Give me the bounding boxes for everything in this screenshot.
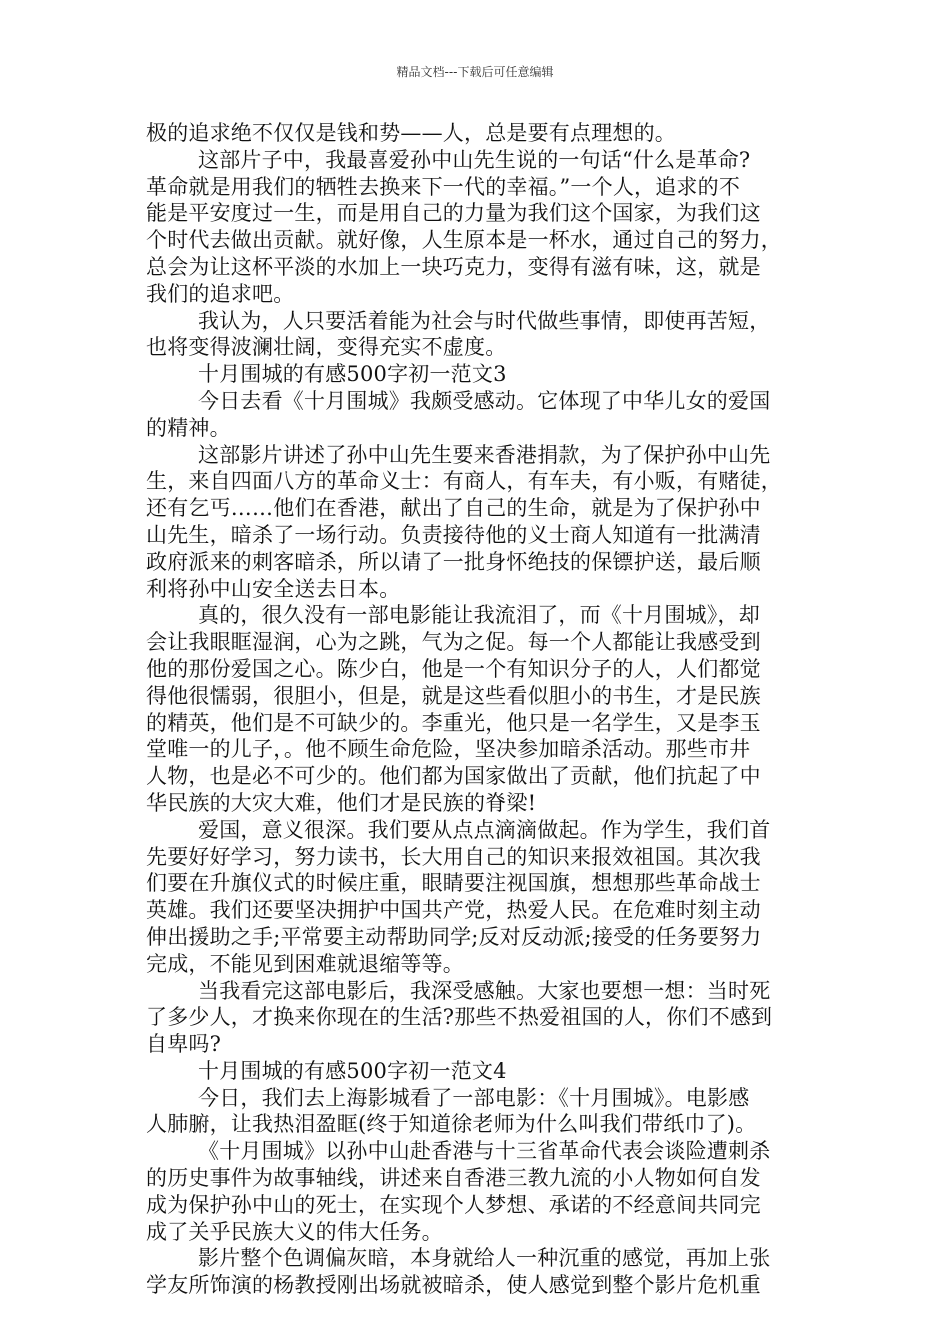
text-line: 影片整个色调偏灰暗，本身就给人一种沉重的感觉，再加上张 (198, 1246, 771, 1271)
text-line: 人肺腑，让我热泪盈眶(终于知道徐老师为什么叫我们带纸巾了)。 (146, 1112, 757, 1137)
text-line: 他的那份爱国之心。陈少白，他是一个有知识分子的人，人们都觉 (146, 656, 761, 681)
text-line: 华民族的大灾大难，他们才是民族的脊梁! (146, 790, 537, 815)
text-line: 这部影片讲述了孙中山先生要来香港捐款，为了保护孙中山先 (198, 442, 771, 467)
text-line: 学友所饰演的杨教授刚出场就被暗杀，使人感觉到整个影片危机重 (146, 1273, 761, 1298)
text-line: 伸出援助之手;平常要主动帮助同学;反对反动派;接受的任务要努力 (146, 924, 762, 949)
text-line: 的精英，他们是不可缺少的。李重光，他只是一名学生，又是李玉 (146, 710, 761, 735)
text-line: 这部片子中，我最喜爱孙中山先生说的一句话“什么是革命? (198, 147, 751, 172)
text-line: 极的追求绝不仅仅是钱和势——人，总是要有点理想的。 (146, 121, 676, 145)
text-line: 完成，不能见到困难就退缩等等。 (146, 951, 464, 976)
text-line: 先要好好学习，努力读书，长大用自己的知识来报效祖国。其次我 (146, 844, 761, 869)
text-line: 生，来自四面八方的革命义士：有商人，有车夫，有小贩，有赌徒， (146, 469, 782, 494)
text-line: 十月围城的有感500字初一范文4 (198, 1058, 507, 1083)
text-line: 堂唯一的儿子，。他不顾生命危险，坚决参加暗杀活动。那些市井 (146, 737, 751, 762)
text-line: 政府派来的刺客暗杀，所以请了一批身怀绝技的保镖护送，最后顺 (146, 549, 761, 574)
text-line: 人物，也是必不可少的。他们都为国家做出了贡献，他们抗起了中 (146, 764, 761, 789)
text-line: 利将孙中山安全送去日本。 (146, 576, 401, 601)
text-line: 今日去看《十月围城》我颇受感动。它体现了中华儿女的爱国 (198, 388, 771, 413)
text-line: 还有乞丐……他们在香港，献出了自己的生命，就是为了保护孙中 (146, 496, 761, 521)
text-line: 们要在升旗仪式的时候庄重，眼睛要注视国旗，想想那些革命战士 (146, 871, 761, 896)
text-line: 成了关乎民族大义的伟大任务。 (146, 1219, 443, 1244)
text-line: 的历史事件为故事轴线，讲述来自香港三教九流的小人物如何自发 (146, 1166, 761, 1191)
text-line: 爱国，意义很深。我们要从点点滴滴做起。作为学生，我们首 (198, 817, 771, 842)
text-line: 十月围城的有感500字初一范文3 (198, 362, 507, 387)
text-line: 成为保护孙中山的死士，在实现个人梦想、承诺的不经意间共同完 (146, 1192, 761, 1217)
text-line: 英雄。我们还要坚决拥护中国共产党，热爱人民。在危难时刻主动 (146, 898, 761, 923)
text-line: 山先生，暗杀了一场行动。负责接待他的义士商人知道有一批满清 (146, 522, 761, 547)
text-line: 总会为让这杯平淡的水加上一块巧克力，变得有滋有味，这，就是 (146, 254, 761, 279)
text-line: 《十月围城》以孙中山赴香港与十三省革命代表会谈险遭刺杀 (198, 1139, 771, 1164)
text-line: 会让我眼眶湿润，心为之跳，气为之促。每一个人都能让我感受到 (146, 630, 761, 655)
text-line: 自卑吗? (146, 1032, 222, 1057)
text-line: 个时代去做出贡献。就好像，人生原本是一杯水，通过自己的努力， (146, 228, 782, 253)
text-line: 了多少人，才换来你现在的生活?那些不热爱祖国的人，你们不感到 (146, 1005, 773, 1030)
text-line: 革命就是用我们的牺牲去换来下一代的幸福。”一个人，追求的不 (146, 174, 741, 199)
text-line: 当我看完这部电影后，我深受感触。大家也要想一想：当时死 (198, 978, 771, 1003)
document-body (146, 120, 816, 1299)
text-line: 能是平安度过一生，而是用自己的力量为我们这个国家，为我们这 (146, 201, 761, 226)
text-line: 也将变得波澜壮阔，变得充实不虚度。 (146, 335, 507, 360)
text-line: 我认为，人只要活着能为社会与时代做些事情，即使再苦短， (198, 308, 771, 333)
page-header: 精品文档---下载后可任意编辑 (396, 65, 554, 79)
text-line: 真的，很久没有一部电影能让我流泪了，而《十月围城》，却 (198, 603, 760, 628)
text-line: 的精神。 (146, 415, 231, 440)
text-line: 今日，我们去上海影城看了一部电影：《十月围城》。电影感 (198, 1085, 750, 1110)
text-line: 得他很懦弱，很胆小，但是，就是这些看似胆小的书生，才是民族 (146, 683, 761, 708)
text-line: 我们的追求吧。 (146, 281, 295, 306)
